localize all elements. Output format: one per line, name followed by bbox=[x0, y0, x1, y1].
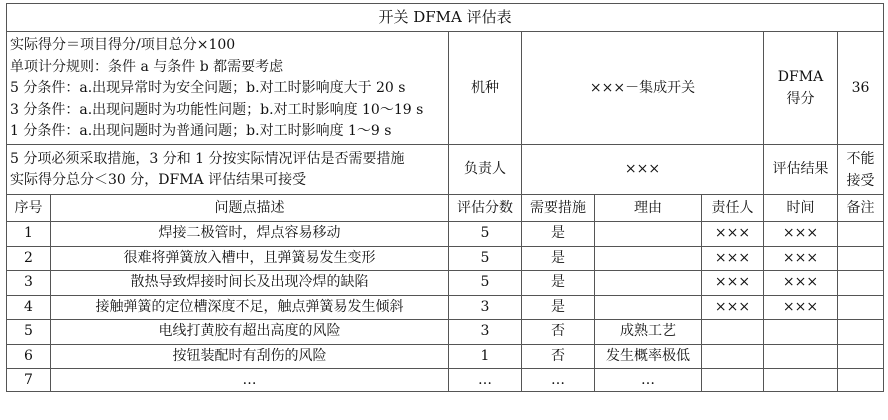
col-header: 理由 bbox=[595, 195, 702, 222]
cell-owner: ××× bbox=[702, 271, 764, 296]
result-label: 评估结果 bbox=[764, 145, 838, 195]
cell-reason: … bbox=[595, 369, 702, 392]
model-label: 机种 bbox=[449, 32, 522, 145]
cell-time bbox=[764, 344, 838, 369]
cell-score: 5 bbox=[449, 271, 522, 296]
cell-no: 3 bbox=[7, 271, 51, 296]
scoring-rules bbox=[7, 32, 449, 145]
cell-score: 3 bbox=[449, 320, 522, 345]
cell-reason: 发生概率极低 bbox=[595, 344, 702, 369]
cell-reason bbox=[595, 271, 702, 296]
note-line: 5 分项必须采取措施，3 分和 1 分按实际情况评估是否需要措施 bbox=[10, 150, 405, 167]
owner-value: ××× bbox=[522, 145, 764, 195]
cell-reason bbox=[595, 295, 702, 320]
cell-owner: ××× bbox=[702, 222, 764, 247]
cell-desc: 电线打黄胶有超出高度的风险 bbox=[51, 320, 449, 345]
col-header: 序号 bbox=[7, 195, 51, 222]
col-header: 责任人 bbox=[702, 195, 764, 222]
cell-reason bbox=[595, 222, 702, 247]
cell-remark bbox=[838, 246, 884, 271]
cell-time bbox=[764, 369, 838, 392]
cell-desc: 散热导致焊接时间长及出现冷焊的缺陷 bbox=[51, 271, 449, 296]
cell-no: 4 bbox=[7, 295, 51, 320]
table-title: 开关 DFMA 评估表 bbox=[7, 4, 884, 32]
cell-reason: 成熟工艺 bbox=[595, 320, 702, 345]
rule-line: 1 分条件：a.出现问题时为普通问题；b.对工时影响度 1～9 s bbox=[10, 123, 392, 139]
cell-remark bbox=[838, 320, 884, 345]
rule-line: 3 分条件：a.出现问题时为功能性问题；b.对工时影响度 10～19 s bbox=[10, 101, 424, 118]
table-row bbox=[7, 271, 884, 296]
cell-action: 否 bbox=[522, 320, 595, 345]
cell-time: ××× bbox=[764, 246, 838, 271]
rule-line: 5 分条件：a.出现异常时为安全问题；b.对工时影响度大于 20 s bbox=[10, 80, 406, 96]
cell-time: ××× bbox=[764, 295, 838, 320]
dfma-table bbox=[6, 3, 884, 392]
cell-owner: ××× bbox=[702, 295, 764, 320]
col-header: 需要措施 bbox=[522, 195, 595, 222]
cell-desc: 很难将弹簧放入槽中，且弹簧易发生变形 bbox=[51, 246, 449, 271]
cell-no: 1 bbox=[7, 222, 51, 247]
table-row bbox=[7, 246, 884, 271]
cell-action: … bbox=[522, 369, 595, 392]
cell-time: ××× bbox=[764, 271, 838, 296]
col-header: 评估分数 bbox=[449, 195, 522, 222]
model-value: ×××－集成开关 bbox=[522, 32, 764, 145]
table-row bbox=[7, 369, 884, 392]
cell-owner bbox=[702, 344, 764, 369]
cell-score: 1 bbox=[449, 344, 522, 369]
cell-action: 是 bbox=[522, 222, 595, 247]
cell-action: 是 bbox=[522, 246, 595, 271]
cell-time bbox=[764, 320, 838, 345]
cell-score: 5 bbox=[449, 246, 522, 271]
cell-no: 5 bbox=[7, 320, 51, 345]
cell-score: 5 bbox=[449, 222, 522, 247]
table-row bbox=[7, 344, 884, 369]
cell-desc: 接触弹簧的定位槽深度不足，触点弹簧易发生倾斜 bbox=[51, 295, 449, 320]
cell-action: 是 bbox=[522, 271, 595, 296]
column-header-row bbox=[7, 195, 884, 222]
cell-remark bbox=[838, 369, 884, 392]
table-row bbox=[7, 222, 884, 247]
cell-no: 7 bbox=[7, 369, 51, 392]
note-line: 实际得分总分＜30 分，DFMA 评估结果可接受 bbox=[10, 171, 307, 188]
rule-line: 实际得分＝项目得分/项目总分×100 bbox=[10, 37, 236, 53]
cell-desc: … bbox=[51, 369, 449, 392]
result-value: 不能 接受 bbox=[838, 145, 884, 195]
cell-remark bbox=[838, 271, 884, 296]
cell-remark bbox=[838, 222, 884, 247]
cell-no: 6 bbox=[7, 344, 51, 369]
cell-time: ××× bbox=[764, 222, 838, 247]
cell-reason bbox=[595, 246, 702, 271]
dfma-score-label: DFMA 得分 bbox=[764, 32, 838, 145]
cell-remark bbox=[838, 295, 884, 320]
table-row bbox=[7, 295, 884, 320]
evaluation-notes bbox=[7, 145, 449, 195]
col-header: 备注 bbox=[838, 195, 884, 222]
cell-score: … bbox=[449, 369, 522, 392]
cell-desc: 按钮装配时有刮伤的风险 bbox=[51, 344, 449, 369]
cell-action: 否 bbox=[522, 344, 595, 369]
col-header: 问题点描述 bbox=[51, 195, 449, 222]
table-row bbox=[7, 320, 884, 345]
cell-remark bbox=[838, 344, 884, 369]
cell-desc: 焊接二极管时，焊点容易移动 bbox=[51, 222, 449, 247]
cell-action: 是 bbox=[522, 295, 595, 320]
dfma-score-value: 36 bbox=[838, 32, 884, 145]
col-header: 时间 bbox=[764, 195, 838, 222]
cell-owner: ××× bbox=[702, 246, 764, 271]
rule-line: 单项计分规则：条件 a 与条件 b 都需要考虑 bbox=[10, 58, 284, 75]
cell-owner bbox=[702, 369, 764, 392]
cell-score: 3 bbox=[449, 295, 522, 320]
owner-label: 负责人 bbox=[449, 145, 522, 195]
cell-owner bbox=[702, 320, 764, 345]
cell-no: 2 bbox=[7, 246, 51, 271]
